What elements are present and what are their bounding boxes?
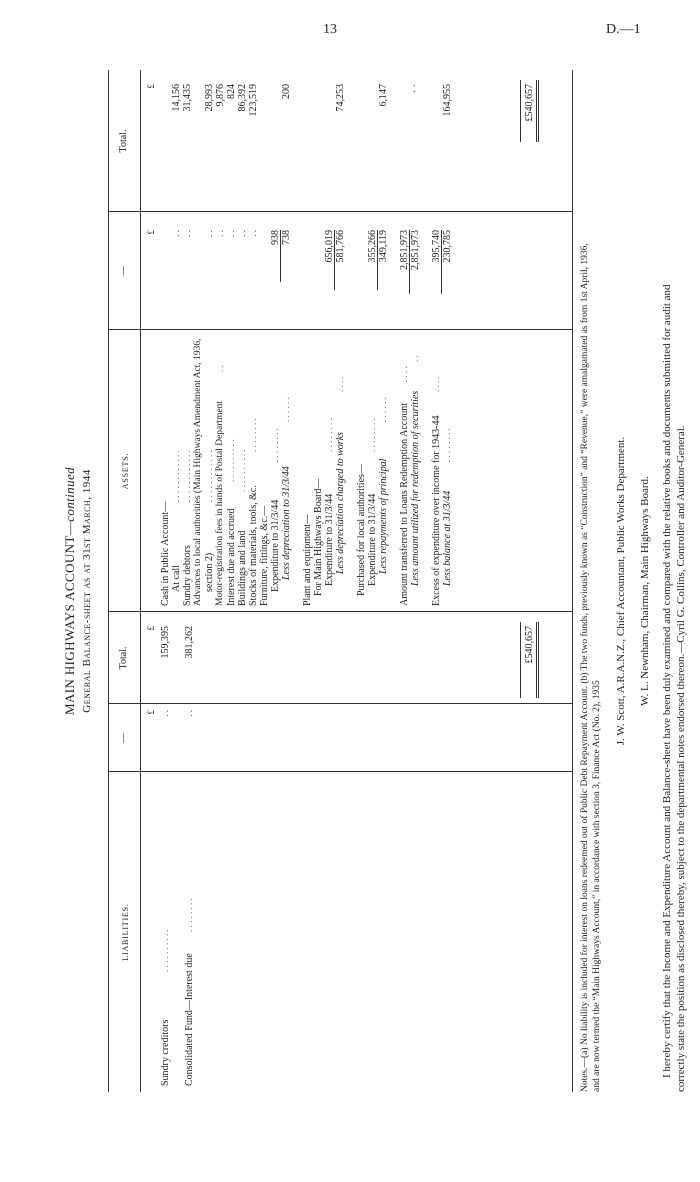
asset-leader-dots: . . . . . . . . . .	[226, 439, 236, 482]
assets-grand-total: £540,657	[524, 84, 535, 122]
asset-col1: . .	[171, 230, 181, 237]
liabilities-total-currency: £	[146, 626, 156, 631]
liabilities-col-dash: —	[118, 733, 129, 743]
asset-col1: 349,119	[378, 230, 389, 263]
asset-label: Plant and equipment—	[302, 513, 313, 606]
asset-label: Motor-registration fees in hands of Postal Department	[215, 400, 225, 606]
liability-label: Consolidated Fund—Interest due	[184, 953, 195, 1086]
asset-col1: 656,019	[324, 230, 335, 263]
liability-leader-dots: . . . . . . . . . .	[160, 929, 170, 972]
liabilities-col1-currency: £	[146, 710, 156, 715]
asset-label: Less repayments of principal	[378, 458, 389, 574]
document-reference: D.—1	[606, 22, 641, 37]
sheet-title: MAIN HIGHWAYS ACCOUNT—continued	[62, 466, 77, 716]
assets-header: ASSETS.	[121, 452, 130, 490]
audit-certificate-line-2: correctly state the position as disclosed thereby, subject to the departmental notes endorsed thereon.—Cyril G. Collins, Controller and Auditor-General.	[675, 425, 687, 1092]
asset-col1: 738	[281, 230, 292, 245]
assets-total-header: Total.	[118, 129, 129, 153]
asset-col1: . .	[204, 230, 214, 237]
asset-leader-dots: . . . . . .	[378, 397, 388, 422]
asset-col1: 355,266	[367, 230, 378, 263]
asset-leader-dots: . . . . . . . .	[442, 428, 452, 462]
asset-total: 164,955	[442, 84, 453, 117]
asset-leader-dots: . . . . . . . . . .	[237, 449, 247, 492]
asset-col1: . .	[237, 230, 247, 237]
asset-total: 6,147	[378, 84, 389, 107]
asset-col1: . .	[248, 230, 258, 237]
asset-label: Expenditure to 31/3/44	[367, 493, 378, 586]
notes-line-2: and are now termed the “Main Highways Account,” in accordance with section 3, Finance Act (No. 2), 1935	[592, 680, 602, 1092]
asset-leader-dots: . . . .	[399, 366, 409, 382]
assets-total-currency: £	[146, 84, 156, 89]
liability-total: 381,262	[184, 626, 195, 659]
asset-col1: 2,851,973	[399, 230, 410, 270]
liabilities-header: LIABILITIES.	[121, 903, 130, 961]
asset-label: Less depreciation charged to works	[335, 431, 346, 574]
liability-col1: . .	[160, 710, 170, 717]
asset-label: Advances to local authorities (Main Highways Amendment Act, 1936,	[193, 338, 203, 606]
asset-label: For Main Highways Board—	[313, 478, 324, 596]
assets-col-dash: —	[118, 266, 129, 276]
asset-label: Less amount utilized for redemption of securities	[410, 390, 421, 586]
asset-leader-dots: . . . . . . . . . . . .	[171, 450, 181, 502]
asset-label: Less balance at 31/3/44	[442, 490, 453, 586]
asset-label: Interest due and accrued	[226, 508, 237, 606]
sheet-subtitle: General Balance-sheet as at 31st March, 1944	[81, 469, 93, 713]
asset-leader-dots: . .	[215, 365, 225, 372]
asset-col1: 395,740	[431, 230, 442, 263]
asset-label: Buildings and land	[237, 530, 248, 606]
asset-col1: 230,785	[442, 230, 453, 263]
asset-leader-dots: . . . .	[431, 376, 441, 392]
asset-label: Sundry debtors	[182, 545, 193, 606]
asset-label: Excess of expenditure over income for 1943-44	[431, 415, 442, 606]
asset-leader-dots: . . . . . . . .	[248, 418, 258, 452]
liability-label: Sundry creditors	[160, 1019, 171, 1086]
asset-label: Furniture, fittings, &c.—	[259, 505, 270, 606]
asset-col1: 2,851,973	[410, 230, 421, 270]
asset-label: Cash in Public Account—	[160, 501, 171, 606]
audit-certificate-line-1: I hereby certify that the Income and Expenditure Account and Balance-sheet have been duly examined and compared with the relative books and documents submitted for audit and	[661, 284, 673, 1078]
asset-label: Purchased for local authorities—	[356, 464, 367, 596]
asset-label: Less depreciation to 31/3/44	[281, 466, 292, 580]
asset-leader-dots: . . . . . . . . . . . .	[182, 450, 192, 502]
asset-leader-dots: . . . . . . . . . . . .	[204, 450, 214, 502]
asset-total: 200	[281, 84, 292, 99]
asset-label: Expenditure to 31/3/44	[324, 493, 335, 586]
liabilities-total-header: Total.	[118, 646, 129, 670]
liabilities-grand-total: £540,657	[524, 626, 535, 664]
asset-total: · ·	[410, 84, 421, 94]
notes-line-1: Notes.—(a) No liability is included for interest on loans redeemed out of Public Debt Repayment Account. (b) The two funds, previously known as “Construction” and “Revenue,” were amalgamated as from 1st April, 1936,	[580, 243, 590, 1092]
asset-leader-dots: . . . . . . . .	[367, 418, 377, 452]
asset-label: section 2)	[204, 552, 215, 592]
asset-leader-dots: . . . .	[335, 376, 345, 392]
page-number: 13	[323, 22, 337, 37]
asset-leader-dots: . .	[410, 355, 420, 362]
asset-total: 824	[226, 84, 237, 99]
asset-col1: 938	[270, 230, 281, 245]
liability-col1: . .	[184, 710, 194, 717]
asset-leader-dots: . . . . . . . .	[324, 418, 334, 452]
asset-total: 74,253	[335, 84, 346, 112]
asset-total: 28,993	[204, 84, 215, 112]
signature-chairman: W. L. Newnham, Chairman, Main Highways Board.	[639, 476, 651, 706]
asset-col1: . .	[215, 230, 225, 237]
asset-label: Expenditure to 31/3/44	[270, 499, 281, 592]
asset-total: 123,519	[248, 84, 259, 117]
asset-total: 14,156	[171, 84, 182, 112]
signature-accountant: J. W. Scott, A.R.A.N.Z., Chief Accountant, Public Works Department.	[615, 436, 627, 746]
asset-label: Stocks of materials, tools, &c.	[248, 485, 259, 606]
asset-leader-dots: . . . . . . . .	[270, 428, 280, 462]
assets-col1-currency: £	[146, 230, 156, 235]
asset-col1: . .	[226, 230, 236, 237]
asset-total: 9,876	[215, 84, 226, 107]
asset-label: At call	[171, 565, 182, 592]
liability-leader-dots: . . . . . . . .	[184, 898, 194, 932]
asset-total: 86,392	[237, 84, 248, 112]
asset-leader-dots: . . . . . .	[281, 397, 291, 422]
liability-total: 159,395	[160, 626, 171, 659]
asset-col1: 581,766	[335, 230, 346, 263]
asset-label: Amount transferred to Loans Redemption Account	[399, 402, 410, 606]
asset-col1: . .	[182, 230, 192, 237]
asset-total: 31,435	[182, 84, 193, 112]
